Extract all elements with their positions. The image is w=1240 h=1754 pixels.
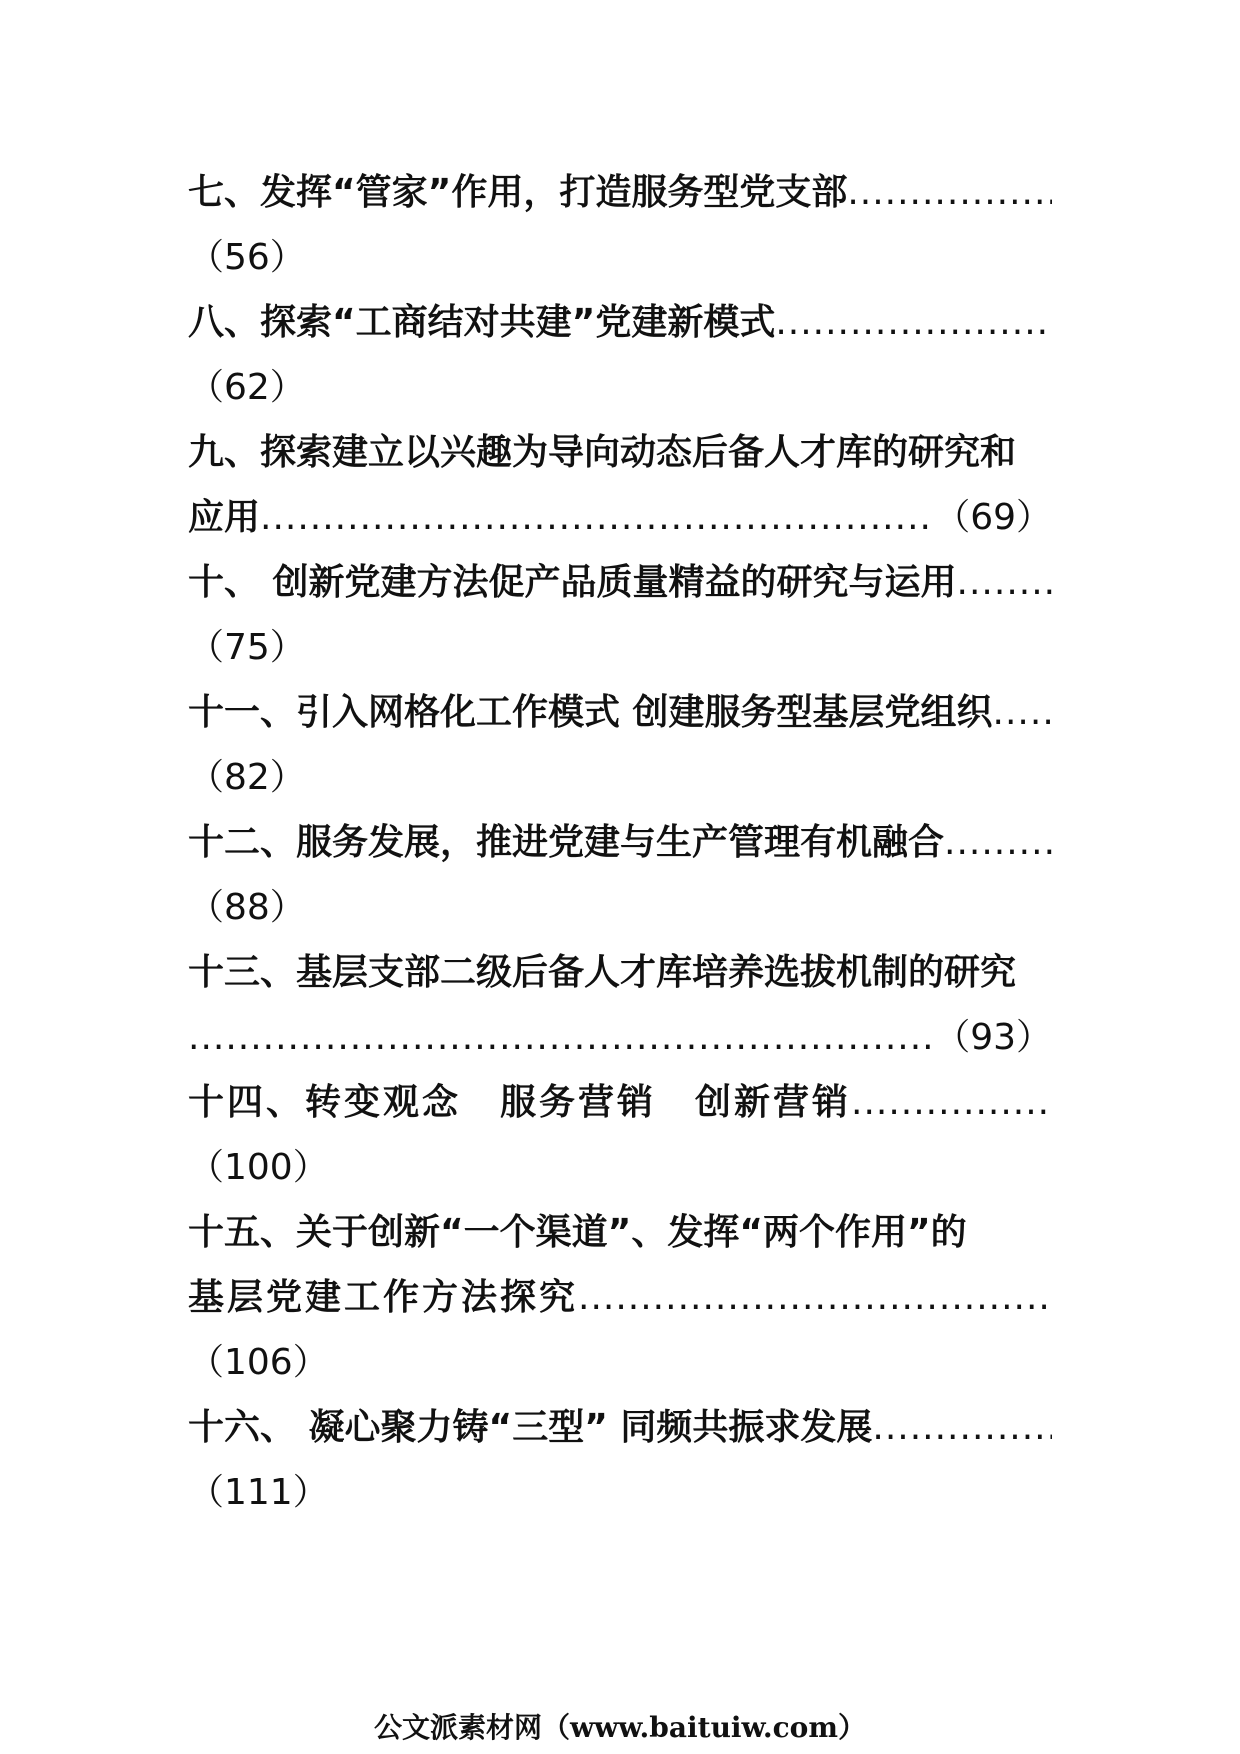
toc-entry-10[interactable]: [188, 550, 1052, 615]
toc-entry-title: 十四、转变观念 服务营销 创新营销: [188, 1082, 852, 1123]
toc-entry-page: （88）: [188, 887, 306, 928]
toc-entry-16[interactable]: [188, 1395, 1052, 1460]
toc-entry-page: （75）: [188, 627, 306, 668]
leader-dots: [578, 1265, 1052, 1330]
leader-dots: [993, 680, 1052, 745]
leader-dots: [851, 1070, 1052, 1135]
toc-entry-title: 应用: [188, 497, 261, 538]
toc-entry-page: （62）: [188, 367, 306, 408]
toc-entry-title: 十一、引入网格化工作模式 创建服务型基层党组织: [188, 692, 993, 733]
toc-entry-page: （69）: [934, 497, 1052, 538]
leader-dots: [188, 1005, 934, 1070]
toc-entry-page: （56）: [188, 237, 306, 278]
toc-entry-title: 七、发挥“管家”作用，打造服务型党支部: [188, 172, 848, 213]
toc-entry-9-cont[interactable]: [188, 485, 1052, 550]
toc-entry-15-cont[interactable]: [188, 1265, 1052, 1330]
leader-dots: [260, 485, 934, 550]
toc-entry-page: （106）: [188, 1342, 329, 1383]
leader-dots: [775, 290, 1052, 355]
toc-entry-page: （111）: [188, 1472, 329, 1513]
toc-entry-13-cont[interactable]: [188, 1005, 1052, 1070]
toc-entry-7[interactable]: [188, 160, 1052, 225]
leader-dots: [872, 1395, 1052, 1460]
toc-entry-14[interactable]: [188, 1070, 1052, 1135]
toc-entry-page: （100）: [188, 1147, 329, 1188]
toc-entry-11[interactable]: [188, 680, 1052, 745]
toc-entry-12[interactable]: [188, 810, 1052, 875]
table-of-contents: [188, 160, 1052, 1525]
toc-entry-page: （82）: [188, 757, 306, 798]
toc-entry-9[interactable]: 九、探索建立以兴趣为导向动态后备人才库的研究和: [188, 432, 1017, 473]
toc-entry-title: 八、探索“工商结对共建”党建新模式: [188, 302, 776, 343]
footer-source: 公文派素材网（www.baituiw.com）: [374, 1711, 866, 1744]
toc-entry-8[interactable]: [188, 290, 1052, 355]
leader-dots: [957, 550, 1052, 615]
toc-entry-15[interactable]: 十五、关于创新“一个渠道”、发挥“两个作用”的: [188, 1212, 967, 1253]
toc-entry-page: （93）: [934, 1017, 1052, 1058]
toc-entry-title: 十二、服务发展，推进党建与生产管理有机融合: [188, 822, 945, 863]
toc-entry-title: 基层党建工作方法探究: [188, 1277, 579, 1318]
leader-dots: [847, 160, 1052, 225]
toc-entry-title: 十六、 凝心聚力铸“三型” 同频共振求发展: [188, 1407, 873, 1448]
leader-dots: [944, 810, 1052, 875]
toc-entry-title: 十、 创新党建方法促产品质量精益的研究与运用: [188, 562, 957, 603]
toc-entry-13[interactable]: 十三、基层支部二级后备人才库培养选拔机制的研究: [188, 952, 1017, 993]
